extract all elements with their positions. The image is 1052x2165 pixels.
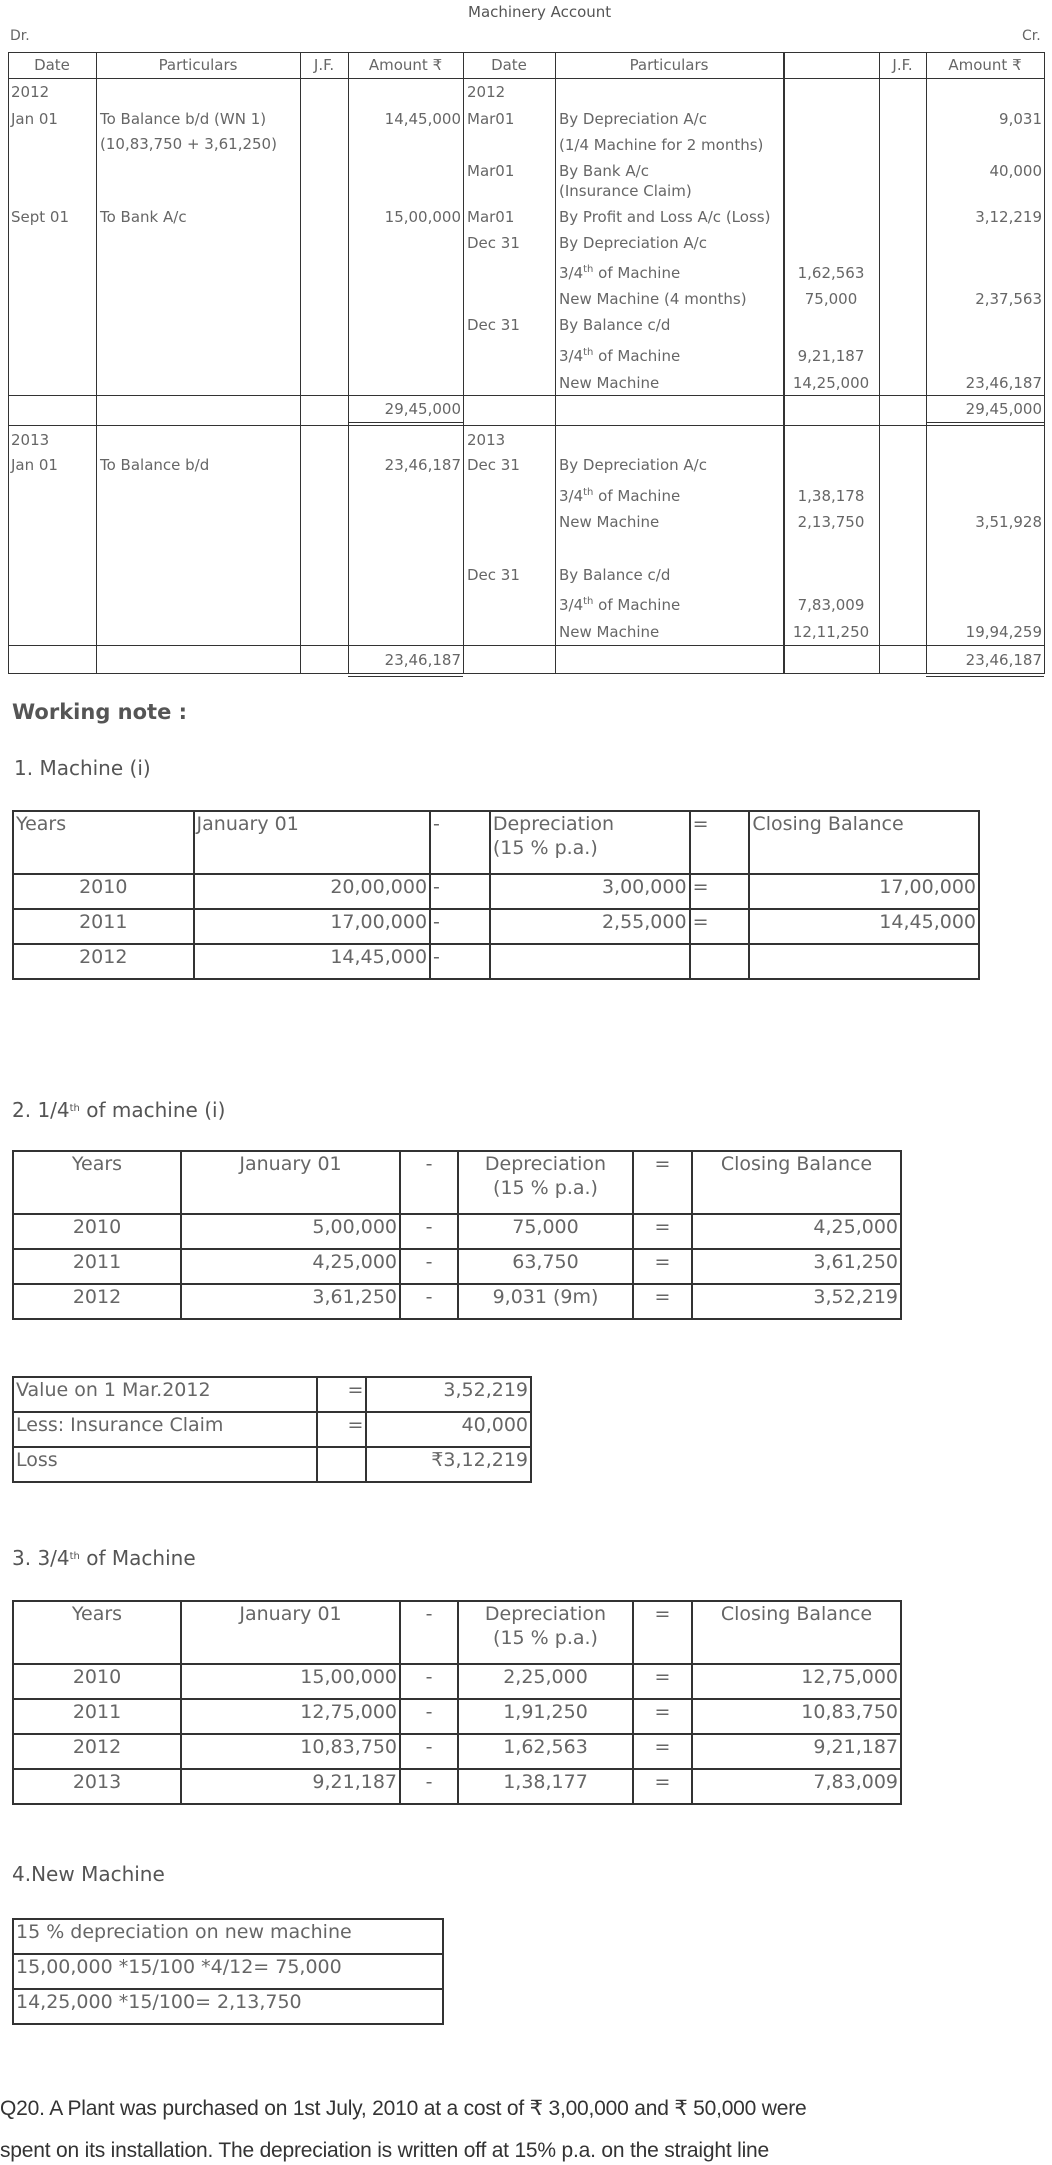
cr-by-depreciation-amount: 9,031	[999, 110, 1042, 128]
note1-title: 1. Machine (i)	[14, 756, 151, 780]
note2-header-eq: =	[633, 1151, 692, 1214]
header-date-cr: Date	[491, 56, 527, 74]
note3-header-closing: Closing Balance	[692, 1601, 901, 1664]
note3-header-minus: -	[400, 1601, 458, 1664]
table-row: 2010 5,00,000 - 75,000 = 4,25,000	[13, 1214, 901, 1249]
cr-bal2-new-machine: New Machine	[559, 623, 660, 641]
cr-depr-three-fourth-amount: 1,62,563	[797, 264, 865, 282]
header-jf-cr: J.F.	[892, 56, 913, 74]
cr-by-balance-cd: By Balance c/d	[559, 316, 671, 334]
note3-header-eq: =	[633, 1601, 692, 1664]
note2-header-dep: Depreciation (15 % p.a.)	[458, 1151, 633, 1214]
dr-balance-bd-calc: (10,83,750 + 3,61,250)	[100, 135, 277, 153]
table-row: 2012 14,45,000 -	[13, 944, 979, 979]
dr-to-bank-amount: 15,00,000	[384, 208, 461, 226]
note3-table	[12, 1600, 902, 1805]
cr-by-depreciation-note: (1/4 Machine for 2 months)	[559, 136, 764, 154]
dr-date-jan01: Jan 01	[11, 110, 58, 128]
note2-table	[12, 1150, 902, 1320]
cr-by-depreciation-3: By Depreciation A/c	[559, 456, 707, 474]
machinery-account-ledger	[8, 52, 1045, 673]
note1-header-closing: Closing Balance	[749, 811, 979, 874]
table-row: 2011 4,25,000 - 63,750 = 3,61,250	[13, 1249, 901, 1284]
note1-header-dep: Depreciation (15 % p.a.)	[490, 811, 690, 874]
dr-balance-bd-2013-amount: 23,46,187	[384, 456, 461, 474]
dr-balance-bd-amount: 14,45,000	[384, 110, 461, 128]
table-row: 2011 17,00,000 - 2,55,000 = 14,45,000	[13, 909, 979, 944]
header-particulars-dr: Particulars	[158, 56, 238, 74]
dr-date-sept01: Sept 01	[11, 208, 70, 226]
note2-header-years: Years	[13, 1151, 181, 1214]
table-row: 2012 10,83,750 - 1,62,563 = 9,21,187	[13, 1734, 901, 1769]
ledger-title: Machinery Account	[468, 3, 612, 21]
cr-date-dec31-d: Dec 31	[467, 566, 520, 584]
note3-header-years: Years	[13, 1601, 181, 1664]
note2-title: 2. 1/4th of machine (i)	[12, 1098, 226, 1122]
cr-year-2012: 2012	[467, 83, 506, 101]
cr-bal-new-machine-amount: 14,25,000	[792, 374, 870, 392]
cr-date-mar01-c: Mar01	[467, 208, 515, 226]
dr-year-2013: 2013	[11, 431, 50, 449]
table-row: 2013 9,21,187 - 1,38,177 = 7,83,009	[13, 1769, 901, 1804]
cr-by-bank-amount: 40,000	[989, 162, 1042, 180]
dr-total-2013: 23,46,187	[384, 651, 461, 669]
cr-date-dec31-a: Dec 31	[467, 234, 520, 252]
header-jf-dr: J.F.	[313, 56, 335, 74]
table-row: 2012 3,61,250 - 9,031 (9m) = 3,52,219	[13, 1284, 901, 1319]
cr-year-2013: 2013	[467, 431, 506, 449]
cr-date-mar01-a: Mar01	[467, 110, 515, 128]
note1-header-jan: January 01	[194, 811, 431, 874]
cr-depr-total: 2,37,563	[975, 290, 1042, 308]
cr-by-depreciation-2: By Depreciation A/c	[559, 234, 707, 252]
note1-header-minus: -	[430, 811, 490, 874]
cr-depr-new-machine: New Machine (4 months)	[559, 290, 747, 308]
header-particulars-cr: Particulars	[629, 56, 709, 74]
cr-depr-new-machine-amount: 75,000	[804, 290, 858, 308]
table-row: 15 % depreciation on new machine	[13, 1919, 443, 1954]
cr-bal-new-machine: New Machine	[559, 374, 660, 392]
cr-bal-three-fourth-amount: 9,21,187	[797, 347, 865, 365]
loss-table	[12, 1376, 532, 1483]
dr-year-2012: 2012	[11, 83, 50, 101]
table-row: 15,00,000 *15/100 *4/12= 75,000	[13, 1954, 443, 1989]
dr-date-jan01-2013: Jan 01	[11, 456, 58, 474]
table-row: Loss ₹3,12,219	[13, 1447, 531, 1482]
cr-by-profit-loss: By Profit and Loss A/c (Loss)	[559, 208, 771, 226]
note3-header-jan: January 01	[181, 1601, 400, 1664]
note2-header-minus: -	[400, 1151, 458, 1214]
cr-depr-three-fourth: 3/4th of Machine	[559, 264, 681, 282]
cr-by-depreciation: By Depreciation A/c	[559, 110, 707, 128]
note2-header-jan: January 01	[181, 1151, 400, 1214]
debit-label: Dr.	[10, 28, 30, 44]
cr-total-2012: 29,45,000	[965, 400, 1042, 418]
cr-depr3-three-fourth-amount: 1,38,178	[797, 487, 865, 505]
cr-total-2013: 23,46,187	[965, 651, 1042, 669]
cr-bal2-total: 19,94,259	[965, 623, 1042, 641]
question-line-1: Q20. A Plant was purchased on 1st July, 2010 at a cost of ₹ 3,00,000 and ₹ 50,000 were	[0, 2097, 807, 2120]
cr-bal-total: 23,46,187	[965, 374, 1042, 392]
table-row: 2010 15,00,000 - 2,25,000 = 12,75,000	[13, 1664, 901, 1699]
cr-depr3-total: 3,51,928	[975, 513, 1042, 531]
dr-balance-bd: To Balance b/d (WN 1)	[100, 110, 267, 128]
note1-header-eq: =	[690, 811, 750, 874]
question-line-2: spent on its installation. The depreciation is written off at 15% p.a. on the straight line	[0, 2139, 769, 2162]
cr-by-bank-note: (Insurance Claim)	[559, 182, 692, 200]
cr-date-mar01-b: Mar01	[467, 162, 515, 180]
table-row: 2011 12,75,000 - 1,91,250 = 10,83,750	[13, 1699, 901, 1734]
cr-depr3-new-machine: New Machine	[559, 513, 660, 531]
cr-by-balance-cd-2: By Balance c/d	[559, 566, 671, 584]
working-note-heading: Working note :	[12, 700, 188, 724]
cr-depr3-new-machine-amount: 2,13,750	[797, 513, 865, 531]
cr-date-dec31-b: Dec 31	[467, 316, 520, 334]
note4-title: 4.New Machine	[12, 1862, 165, 1886]
table-row: Less: Insurance Claim = 40,000	[13, 1412, 531, 1447]
note3-header-dep: Depreciation (15 % p.a.)	[458, 1601, 633, 1664]
table-row: 2010 20,00,000 - 3,00,000 = 17,00,000	[13, 874, 979, 909]
cr-depr3-three-fourth: 3/4th of Machine	[559, 487, 681, 505]
header-amount-cr: Amount ₹	[948, 56, 1022, 74]
dr-to-bank: To Bank A/c	[100, 208, 187, 226]
cr-date-dec31-c: Dec 31	[467, 456, 520, 474]
note1-table	[12, 810, 980, 980]
dr-total-2012: 29,45,000	[384, 400, 461, 418]
cr-bal-three-fourth: 3/4th of Machine	[559, 347, 681, 365]
table-row: 14,25,000 *15/100= 2,13,750	[13, 1989, 443, 2024]
note3-title: 3. 3/4th of Machine	[12, 1546, 196, 1570]
note2-header-closing: Closing Balance	[692, 1151, 901, 1214]
note1-header-years: Years	[13, 811, 194, 874]
header-date-dr: Date	[34, 56, 70, 74]
note4-table	[12, 1918, 444, 2025]
cr-bal2-three-fourth-amount: 7,83,009	[797, 596, 865, 614]
header-amount-dr: Amount ₹	[368, 56, 443, 74]
cr-by-bank: By Bank A/c	[559, 162, 649, 180]
cr-bal2-new-machine-amount: 12,11,250	[792, 623, 870, 641]
credit-label: Cr.	[1022, 28, 1041, 44]
dr-balance-bd-2013: To Balance b/d	[100, 456, 210, 474]
cr-bal2-three-fourth: 3/4th of Machine	[559, 596, 681, 614]
cr-by-profit-loss-amount: 3,12,219	[975, 208, 1042, 226]
table-row: Value on 1 Mar.2012 = 3,52,219	[13, 1377, 531, 1412]
